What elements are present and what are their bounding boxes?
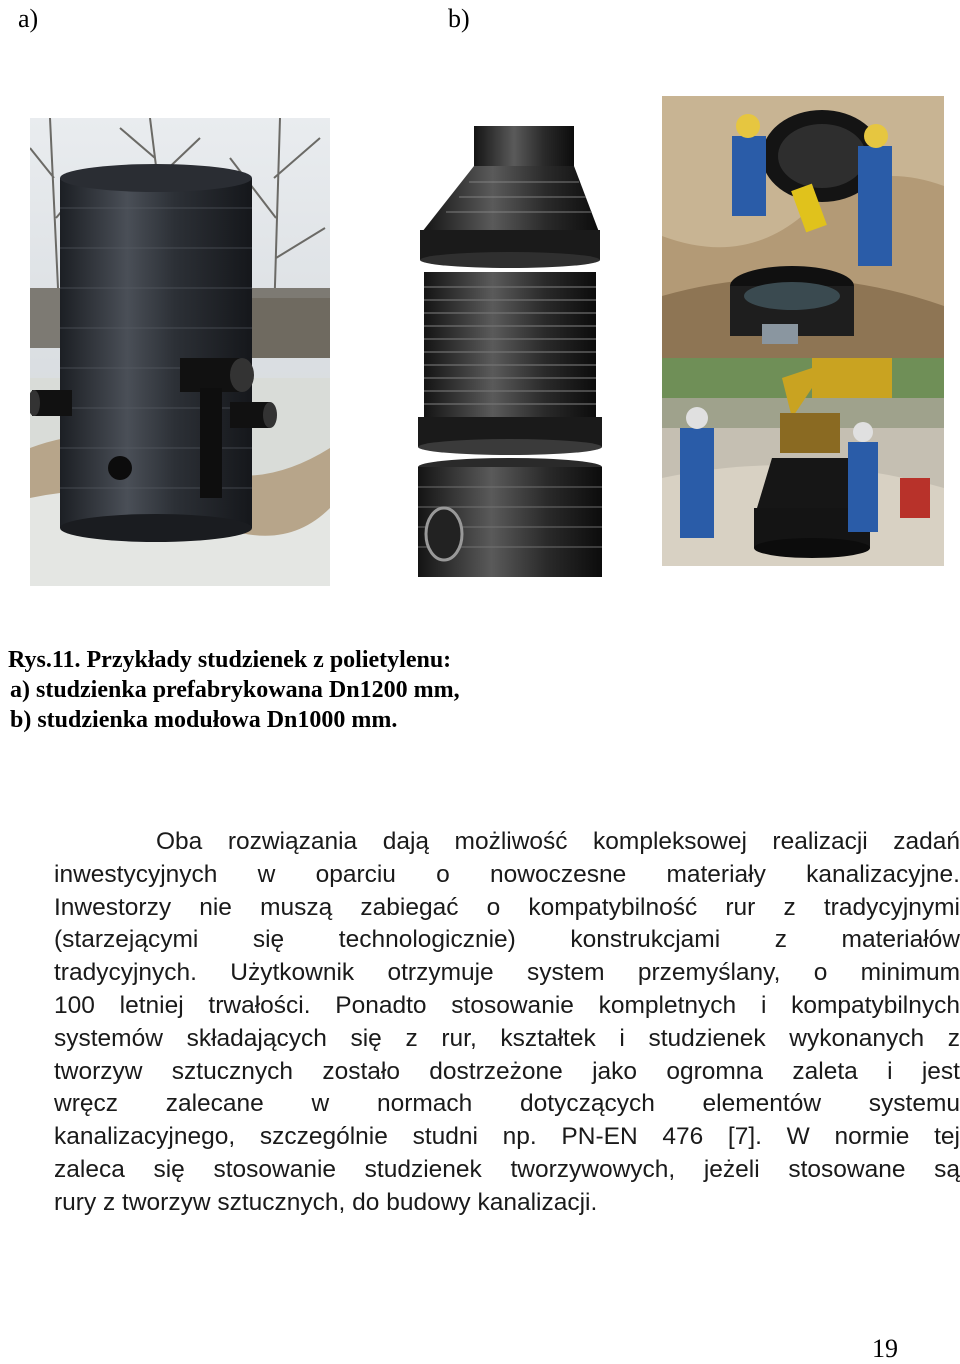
body-line: systemów składających się z rur, kształtek i studzienek wykonanych z [54, 1024, 960, 1052]
figure-label-a: a) [18, 4, 39, 33]
body-line: 100 letniej trwałości. Ponadto stosowanie kompletnych i kompatybilnych [54, 991, 960, 1019]
caption-item-a: a) studzienka prefabrykowana Dn1200 mm, [10, 677, 460, 703]
body-line: Inwestorzy nie muszą zabiegać o kompatybilność rur z tradycyjnymi [54, 893, 960, 921]
workers-installing-manhole-photo [662, 96, 944, 358]
caption-item-b: b) studzienka modułowa Dn1000 mm. [10, 707, 398, 733]
body-line: tworzyw sztucznych zostało dostrzeżone jako ogromna zaleta i jest [54, 1057, 960, 1085]
body-line: (starzejącymi się technologicznie) konstrukcjami z materiałów [54, 926, 960, 954]
body-line: zaleca się stosowanie studzienek tworzywowych, jeżeli stosowane są [54, 1155, 960, 1183]
figure-label-b: b) [448, 4, 470, 33]
body-line: wręcz zalecane w normach dotyczących elementów systemu [54, 1090, 960, 1118]
body-line: inwestycyjnych w oparciu o nowoczesne materiały kanalizacyjne. [54, 860, 960, 888]
body-line: tradycyjnych. Użytkownik otrzymuje system przemyślany, o minimum [54, 959, 960, 987]
page-number: 19 [872, 1334, 898, 1363]
body-line: rury z tworzyw sztucznych, do budowy kanalizacji. [54, 1188, 598, 1216]
body-paragraph [54, 826, 960, 1220]
figure-caption [8, 645, 460, 735]
modular-manhole-render [414, 122, 604, 592]
caption-title: Rys.11. Przykłady studzienek z polietylenu: [8, 647, 452, 673]
prefabricated-manhole-photo [30, 118, 330, 586]
body-line: kanalizacyjnego, szczególnie studni np. PN-EN 476 [7]. W normie tej [54, 1123, 960, 1151]
excavator-lowering-manhole-photo [662, 358, 944, 566]
body-line: Oba rozwiązania dają możliwość kompleksowej realizacji zadań [156, 828, 960, 855]
